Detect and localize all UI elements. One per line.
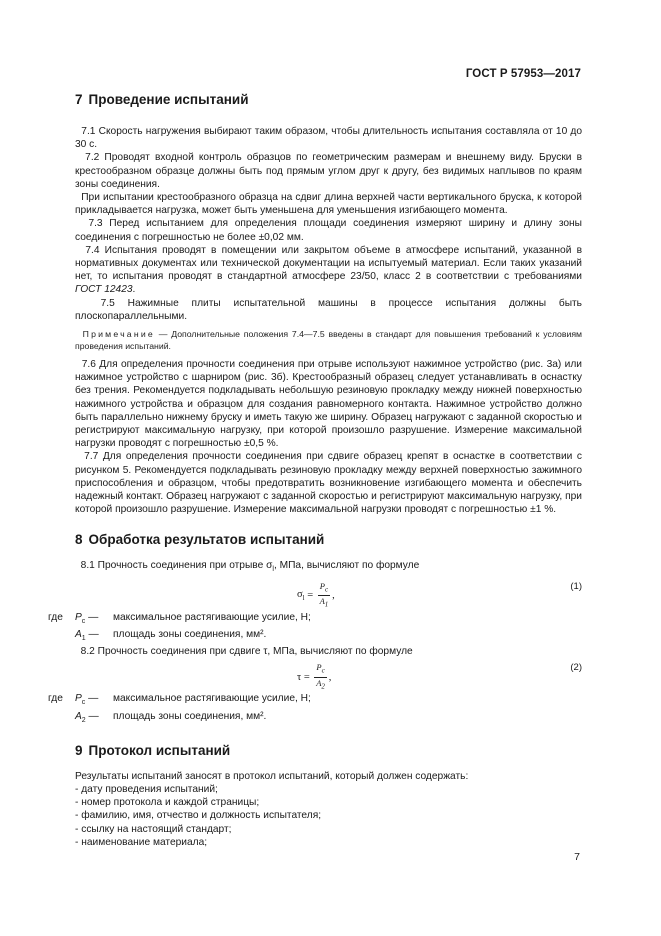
list-item: - наименование материала;	[75, 836, 208, 848]
section-9-heading	[75, 743, 582, 758]
section-title: Проведение испытаний	[88, 92, 249, 107]
note	[75, 329, 582, 352]
note-text: — Дополнительные положения 7.4—7.5 введены в стандарт для повышения требований к условиям проведения испытаний.	[75, 329, 582, 351]
formula-fraction: $\frac{P_c}{A_2}$	[316, 662, 325, 691]
paragraph-8-1: 8.1 Прочность соединения при отрыве $\sigma_l$, МПа, вычисляют по формуле	[80, 560, 420, 574]
section-8-heading	[75, 532, 582, 547]
list-item: - дату проведения испытаний;	[75, 784, 218, 796]
paragraph-7-4: 7.4 Испытания проводят в помещении или закрытом объеме в атмосфере испытаний, указанной в нормативных документах или технической документации на испытуемый материал. Если таких указаний нет, то испытания проводят в стандартной атмосфере 23/50, класс 2 в соответствии с требованиями ГОСТ 12423.	[75, 244, 582, 296]
paragraph-8-2: 8.2 Прочность соединения при сдвиге τ, МПа, вычисляют по формуле	[80, 646, 413, 658]
paragraph-7-6: 7.6 Для определения прочности соединения при отрыве используют нажимное устройство (рис. 3а) или нажимное устройство с шарниром (рис. 3б). Крестообразный образец следует устанавливать в оснастку без трения. Рекомендуется подкладывать небольшую резиновую прокладку между нижней поверхностью нажимного устройства и образцом для создания равномерного контакта. Нажимное устройство должно быть параллельно нижнему бруску и иметь такую же ширину. Образец нагружают с заданной скоростью и регистрируют максимальную нагрузку, при которой произошло разрушение. Измерение максимальной нагрузки проводят с погрешностью ±0,5 %.	[75, 359, 582, 450]
note-label: Примечание	[82, 329, 155, 340]
document-id: ГОСТ Р 57953—2017	[465, 68, 581, 80]
section-7-heading	[75, 92, 582, 107]
section-title: Протокол испытаний	[88, 742, 231, 758]
variable-definitions-2	[48, 692, 582, 726]
definition-row: где $P_c$ — максимальное растягивающие усилие, Н;	[48, 611, 311, 625]
formula-1: $\sigma_l$ = $\frac{P_c}{A_1}$ , (1)	[297, 580, 582, 610]
formula-2: τ = $\frac{P_c}{A_2}$ , (2)	[297, 662, 582, 691]
paragraph-7-5: 7.5 Нажимные плиты испытательной машины в процессе испытания должны быть плоскопараллельными.	[75, 297, 582, 322]
section-number: 8	[75, 532, 83, 548]
definition-row: $A_1$ — площадь зоны соединения, мм².	[75, 628, 267, 642]
paragraph-7-3: 7.3 Перед испытанием для определения площади соединения измеряют ширину и длину зоны соединения с погрешностью не более ±0,02 мм.	[75, 218, 582, 243]
list-item: - фамилию, имя, отчество и должность испытателя;	[75, 810, 322, 822]
paragraph-7-2b: При испытании крестообразного образца на сдвиг длина верхней части вертикального бруска, к которой прикладывается нагрузка, может быть уменьшена для уменьшения изгибающего момента.	[75, 192, 582, 217]
section-number: 7	[75, 92, 83, 107]
section-number: 9	[75, 742, 83, 758]
formula-lhs: τ	[297, 672, 302, 684]
paragraph-7-1: 7.1 Скорость нагружения выбирают таким образом, чтобы длительность испытания составляла от 10 до 30 с.	[75, 126, 582, 151]
formula-number: (2)	[570, 662, 582, 674]
list-item: - номер протокола и каждой страницы;	[75, 797, 260, 809]
definition-row: $A_2$ — площадь зоны соединения, мм².	[75, 710, 267, 724]
page-content	[48, 92, 582, 849]
page-number: 7	[574, 851, 580, 863]
protocol-intro: Результаты испытаний заносят в протокол испытаний, который должен содержать:	[75, 770, 469, 782]
protocol-items	[75, 783, 582, 849]
section-title: Обработка результатов испытаний	[88, 532, 325, 548]
formula-number: (1)	[570, 580, 582, 592]
paragraph-7-7: 7.7 Для определения прочности соединения при сдвиге образец крепят в оснастке в соответствии с рисунком 5. Рекомендуется подкладывать резиновую прокладку между верхней поверхностью зажимного приспособления и образцом, чтобы предотвратить возникновение изгибающего момента и обеспечить надежный контакт. Образец нагружают с заданной скоростью и регистрируют максимальную нагрузку, при которой произошло разрушение. Измерение максимальной нагрузки проводят с погрешностью ±1 %.	[75, 451, 582, 516]
list-item: - ссылку на настоящий стандарт;	[75, 823, 232, 835]
standard-reference: ГОСТ 12423	[75, 284, 133, 296]
formula-lhs: $\sigma_l$	[297, 589, 305, 603]
formula-fraction: $\frac{P_c}{A_1}$	[319, 580, 329, 610]
definition-row: где $P_c$ — максимальное растягивающие усилие, Н;	[48, 693, 311, 707]
variable-definitions-1	[48, 611, 582, 645]
paragraph-7-2: 7.2 Проводят входной контроль образцов по геометрическим размерам и внешнему виду. Бруски в крестообразном образце должны быть под прямым углом друг к другу, без видимых наплывов по краям зоны соединения.	[75, 152, 582, 190]
